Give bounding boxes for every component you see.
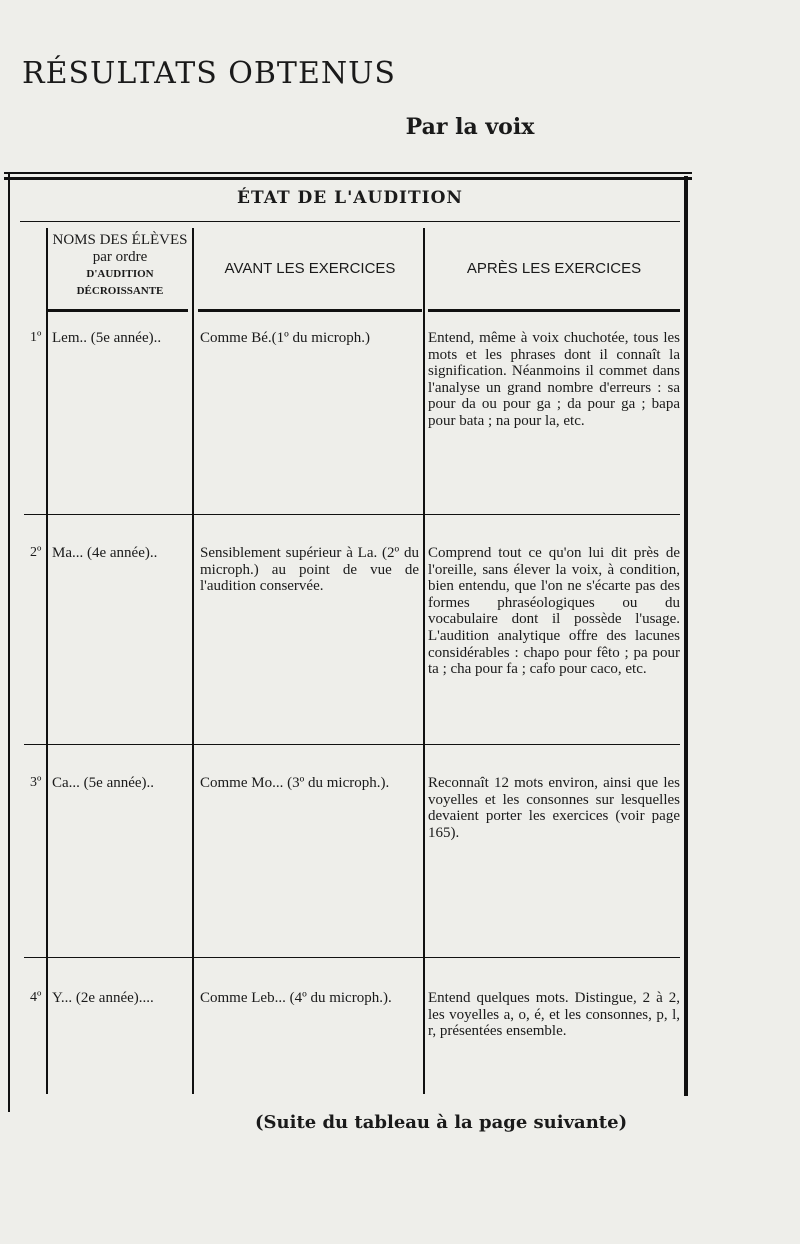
before-cell: Sensiblement supérieur à La. (2º du microph.) au point de vue de l'audition conservée.: [200, 545, 419, 595]
student-name: Y... (2e année)....: [52, 990, 154, 1006]
page-title: RÉSULTATS OBTENUS: [22, 56, 396, 91]
page-subtitle: Par la voix: [405, 114, 535, 140]
column-line-1: [46, 228, 48, 1094]
top-rule: [4, 172, 692, 174]
row-number: 2º: [30, 545, 42, 560]
column-line-2: [192, 228, 194, 1094]
after-cell: Reconnaît 12 mots environ, ainsi que les voyelles et les consonnes sur lesquelles devaient porter les exercices (voir page 165).: [428, 775, 680, 841]
table-title: ÉTAT DE L'AUDITION: [237, 188, 463, 208]
continuation-note: (Suite du tableau à la page suivante): [255, 1112, 628, 1133]
after-cell: Entend quelques mots. Distingue, 2 à 2, les voyelles a, o, é, et les consonnes, p, l, r, présentées ensemble.: [428, 990, 680, 1040]
row-rule-3: [24, 957, 680, 958]
top-rule-thick: [4, 177, 692, 180]
header-names: [50, 232, 190, 300]
student-name: Lem.. (5e année)..: [52, 330, 162, 346]
row-rule-1: [24, 514, 680, 515]
before-cell: Comme Mo... (3º du microph.).: [200, 775, 390, 791]
after-cell: Entend, même à voix chuchotée, tous les mots et les phrases dont il connaît la signification. Néanmoins il commet dans l'analyse un grand nombre d'erreurs : sa pour da ou pour ga ; da pour ga ; bapa pour bata ; na pour la, etc.: [428, 330, 680, 429]
row-number: 1º: [30, 330, 42, 345]
before-cell: Comme Leb... (4º du microph.).: [200, 990, 392, 1006]
header-rule-before: [198, 309, 422, 312]
student-name: Ca... (5e année)..: [52, 775, 155, 791]
after-cell: Comprend tout ce qu'on lui dit près de l'oreille, sans élever la voix, à condition, bien entendu, que l'on ne s'écarte pas des formes phraséologiques ou du vocabulaire dont il possède l'usage. L'audition analytique offre des lacunes considérables : chapo pour fêto ; pa pour ta ; cha pour fa ; cafo pour caco, etc.: [428, 545, 680, 678]
row-rule-2: [24, 744, 680, 745]
row-number: 3º: [30, 775, 42, 790]
header-rule-after: [428, 309, 680, 312]
header-names-line1: NOMS DES ÉLÈVES: [52, 232, 188, 248]
header-before: AVANT LES EXERCICES: [224, 260, 396, 277]
header-names-line4: DÉCROISSANTE: [76, 285, 164, 297]
student-name: Ma... (4e année)..: [52, 545, 158, 561]
before-cell: Comme Bé.(1º du microph.): [200, 330, 371, 346]
header-names-line2: par ordre: [92, 249, 148, 265]
frame-right-line: [684, 176, 688, 1096]
title-rule: [20, 221, 680, 222]
header-rule-names: [48, 309, 188, 312]
header-after: APRÈS LES EXERCICES: [466, 260, 642, 277]
column-line-3: [423, 228, 425, 1094]
frame-left-line: [8, 172, 10, 1112]
header-names-line3: D'AUDITION: [86, 268, 154, 280]
row-number: 4º: [30, 990, 42, 1005]
